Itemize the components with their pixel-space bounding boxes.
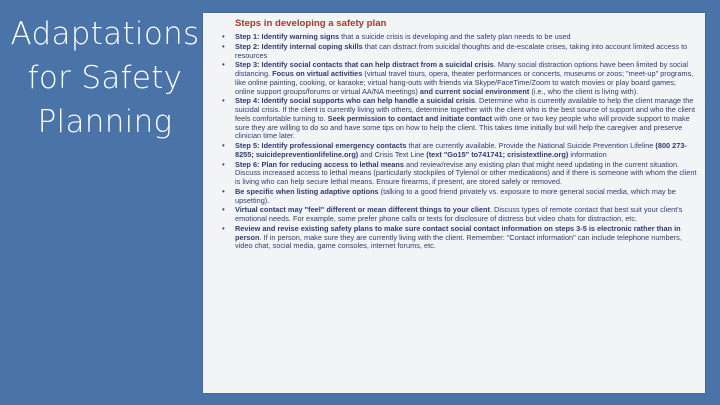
list-item-text: and review/revise any existing plan that might need updating in the current situation. Discuss increased access to lethal means (particularly stockpiles of Tylenol or other medications) and if there is someone with whom the client is living who can help secure lethal means. Ensure firearms, if present, are stored safely or removed. (235, 159, 697, 186)
slide-title (0, 12, 210, 144)
list-item-text: (text "Go15" to741741; crisistextline.org) (426, 149, 569, 159)
list-item-text: Step 5: Identify professional emergency contacts (235, 141, 407, 150)
document-heading: Steps in developing a safety plan (235, 18, 387, 29)
steps-list-item (217, 43, 697, 61)
list-item-text: Virtual contact may "feel" different or mean different things to your client (235, 205, 490, 215)
steps-list-item (217, 206, 697, 224)
steps-list-item (217, 161, 697, 187)
list-item-text: (virtual travel tours, opera, theater performances or concerts, museums or zoos; "meet-up" programs, like online painting, cooking, or karaoke; virtual hang-outs with friends via Skype/FaceTime/Zoom to watch movies or play board games; online support groups/forums or virtual AA/NA meetings) (235, 69, 694, 96)
steps-list-item (217, 188, 697, 206)
list-item-text: Be specific when listing adaptive options (235, 186, 379, 196)
list-item-text: (800 273-8255; suicidepreventionlifeline.org) (235, 141, 687, 159)
list-item-text: that are currently available. Provide the National Suicide Prevention Lifeline (406, 141, 656, 150)
list-item-text: Step 2: Identify internal coping skills (235, 41, 363, 51)
list-item-text: (talking to a good friend privately vs. exposure to more general social media, which may be upsetting). (235, 186, 676, 205)
steps-list-item (217, 33, 697, 42)
list-item-text: information (568, 149, 607, 159)
list-item-text: Seek permission to contact and initiate contact (327, 113, 493, 123)
list-item-text: Step 3: Identify social contacts that can help distract from a suicidal crisis (235, 60, 494, 70)
safety-plan-document-image (203, 13, 705, 393)
list-item-text: that can distract from suicidal thoughts and de-escalate crises, taking into account limited access to resources (235, 41, 688, 60)
list-item-text: and Crisis Text Line (358, 149, 427, 159)
list-item-text: . Discuss types of remote contact that best suit your client's emotional needs. For example, some prefer phone calls or texts for disclosure of distress but video chats for distraction, etc. (235, 205, 683, 223)
list-item-text: (i.e., who the client is living with). (529, 86, 639, 96)
list-item-text: and current social environment (419, 86, 530, 96)
list-item-text: Step 4: Identify social supports who can help handle a suicidal crisis (235, 96, 475, 106)
list-item-text: . Determine who is currently available to help the client manage the suicidal crisis. If the client is currently living with others, determine together with the client who is the best source of support and who the client feels comfortable turning to. (235, 96, 696, 123)
list-item-text: Step 6: Plan for reducing access to lethal means (235, 159, 404, 169)
list-item-text: Step 1: Identify warning signs (235, 32, 340, 41)
list-item-text: . If in person, make sure they are currently living with the client. Remember: "Contact information" can include telephone numbers, video chat, social media, game consoles, internet forums, etc. (235, 232, 682, 251)
slide-title-line-2: for Safety (27, 60, 183, 96)
list-item-text: with one or two key people who will provide support to make sure they are willing to do so and have some tips on how to help the client. This takes time initially but will help the caregiver and preserve clinician time later. (235, 113, 690, 141)
list-item-text: . Many social distraction options have been limited by social distancing. (235, 60, 689, 78)
list-item-text: Focus on virtual activities (272, 69, 363, 78)
list-item-text: that a suicide crisis is developing and the safety plan needs to be used (339, 32, 571, 41)
slide-title-line-3: Planning (37, 104, 173, 140)
steps-list-item (217, 61, 697, 96)
steps-list-item (217, 97, 697, 141)
steps-list-item (217, 225, 697, 251)
slide-title-line-1: Adaptations (10, 16, 200, 52)
list-item-text: Review and revise existing safety plans to make sure contact social contact information on steps 3-5 is electronic rather than in person (235, 223, 681, 242)
steps-list-item (217, 142, 697, 160)
steps-list (217, 33, 697, 251)
